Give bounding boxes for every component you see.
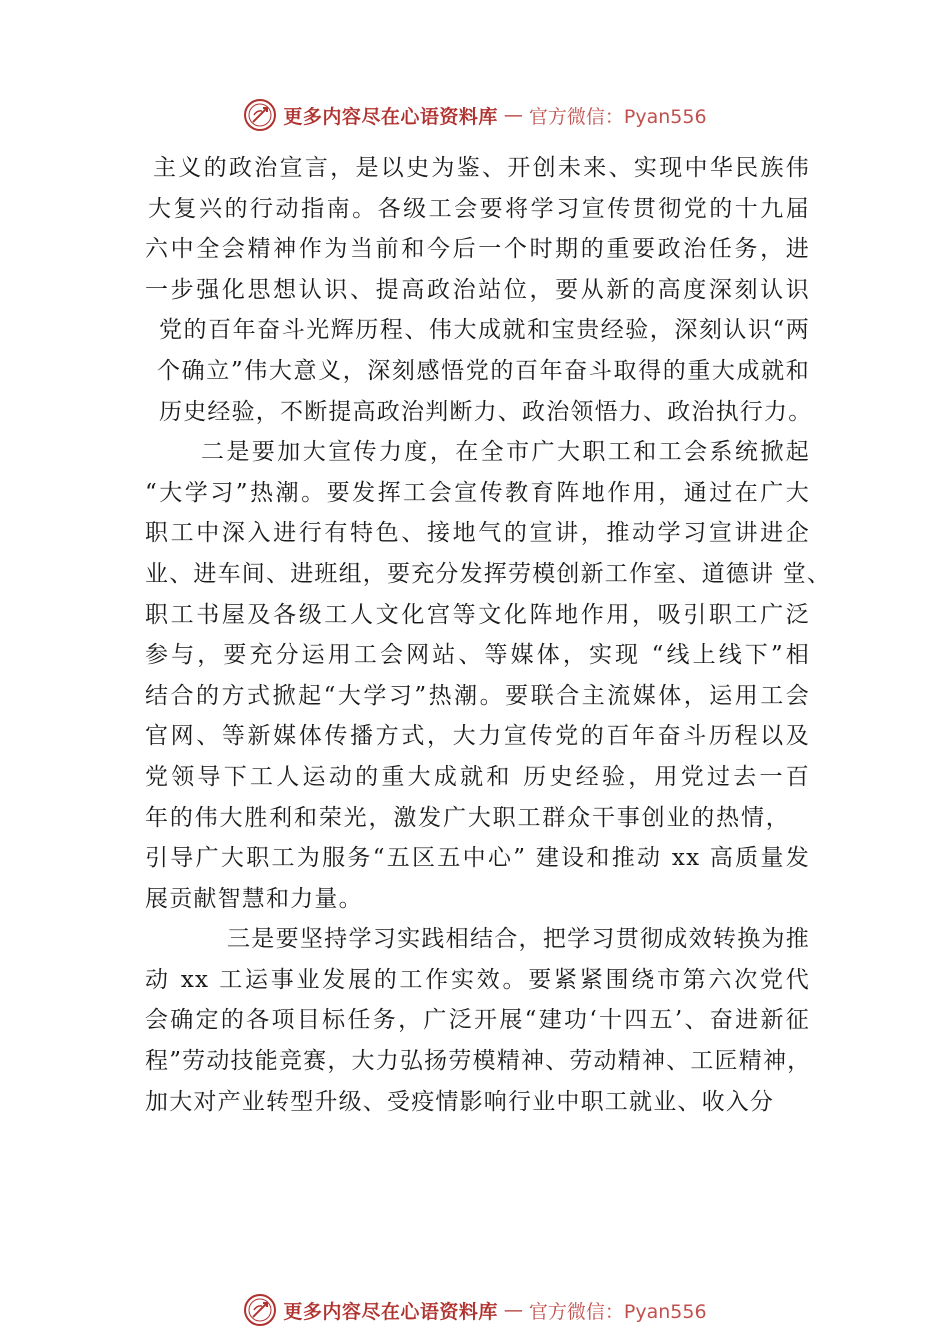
body-line: 历史经验，不断提高政治判断力、政治领悟力、政治执行力。 bbox=[159, 398, 813, 425]
header-brand-text: 更多内容尽在心语资料库 bbox=[283, 105, 498, 128]
body-line: 年的伟大胜利和荣光，激发广大职工群众干事创业的热情， bbox=[145, 804, 790, 831]
brand-logo-icon bbox=[243, 1293, 277, 1327]
body-line: 职工中深入进行有特色、接地气的宣讲，推动学习宣讲进企 bbox=[145, 520, 810, 547]
header-wechat-text: 官方微信：Pyan556 bbox=[528, 105, 707, 128]
body-line: 一步强化思想认识、提高政治站位，要从新的高度深刻认识 bbox=[145, 276, 810, 303]
footer-wechat-text: 官方微信：Pyan556 bbox=[528, 1300, 707, 1323]
body-line: 职工书屋及各级工人文化宫等文化阵地作用，吸引职工广泛 bbox=[145, 601, 810, 628]
document-body bbox=[145, 148, 832, 1122]
footer-separator: — bbox=[503, 1299, 523, 1321]
body-line: 党领导下工人运动的重大成就和 历史经验，用党过去一百 bbox=[145, 763, 810, 790]
header-separator: — bbox=[503, 104, 523, 126]
body-line: 引导广大职工为服务“五区五中心” 建设和推动 xx 高质量发 bbox=[145, 845, 810, 872]
body-line: 动 xx 工运事业发展的工作实效。要紧紧围绕市第六次党代 bbox=[145, 966, 810, 993]
body-line: 业、进车间、进班组，要充分发挥劳模创新工作室、道德讲 堂、 bbox=[145, 560, 832, 587]
header-watermark bbox=[0, 95, 950, 135]
body-line: 六中全会精神作为当前和今后一个时期的重要政治任务，进 bbox=[145, 236, 810, 263]
body-line: 展贡献智慧和力量。 bbox=[145, 885, 363, 912]
body-line: 参与，要充分运用工会网站、等媒体，实现 “线上线下”相 bbox=[145, 642, 810, 669]
body-line: 加大对产业转型升级、受疫情影响行业中职工就业、收入分 bbox=[145, 1088, 775, 1115]
footer-watermark bbox=[0, 1290, 950, 1330]
body-line: 党的百年奋斗光辉历程、伟大成就和宝贵经验，深刻认识“两 bbox=[159, 317, 810, 344]
body-line: 结合的方式掀起“大学习”热潮。要联合主流媒体，运用工会 bbox=[145, 682, 810, 709]
body-line: 个确立”伟大意义，深刻感悟党的百年奋斗取得的重大成就和 bbox=[157, 357, 810, 384]
footer-brand-text: 更多内容尽在心语资料库 bbox=[283, 1300, 498, 1323]
body-line: 官网、等新媒体传播方式，大力宣传党的百年奋斗历程以及 bbox=[145, 723, 810, 750]
body-line: 会确定的各项目标任务，广泛开展“建功‘十四五’、奋进新征 bbox=[145, 1007, 810, 1034]
body-line: 二是要加大宣传力度，在全市广大职工和工会系统掀起 bbox=[201, 439, 810, 466]
body-line: 主义的政治宣言，是以史为鉴、开创未来、实现中华民族伟 bbox=[153, 155, 810, 181]
body-line: 大复兴的行动指南。各级工会要将学习宣传贯彻党的十九届 bbox=[148, 195, 810, 222]
brand-logo-icon bbox=[243, 98, 277, 132]
body-line: “大学习”热潮。要发挥工会宣传教育阵地作用，通过在广大 bbox=[145, 479, 810, 506]
body-line: 三是要坚持学习实践相结合，把学习贯彻成效转换为推 bbox=[227, 926, 810, 953]
body-line: 程”劳动技能竞赛，大力弘扬劳模精神、劳动精神、工匠精神， bbox=[145, 1048, 812, 1075]
